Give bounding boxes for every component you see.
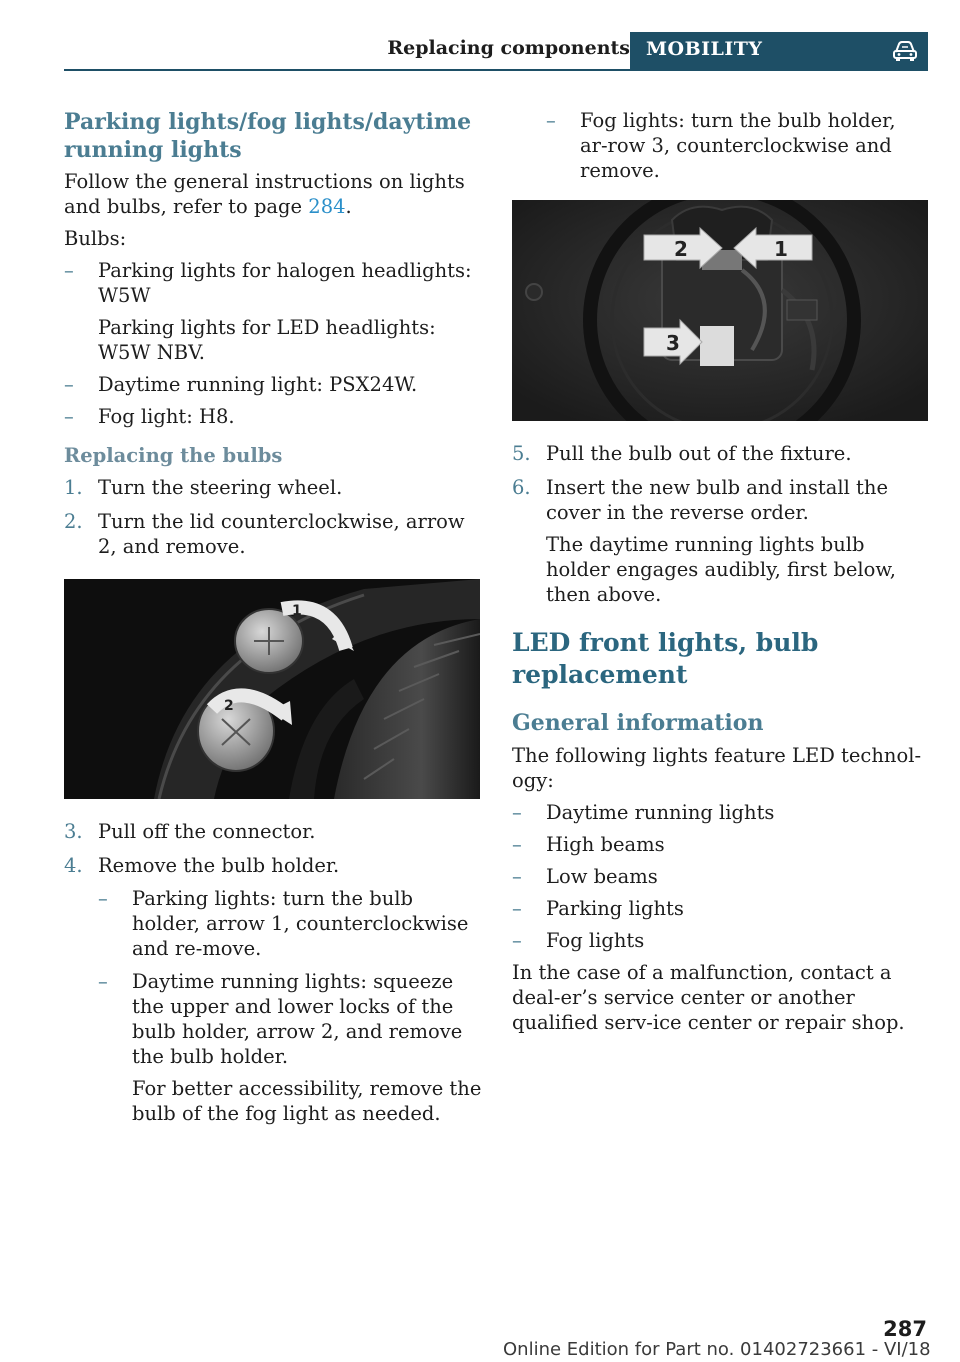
edition-footer: Online Edition for Part no. 01402723661 - VI/18	[503, 1339, 931, 1360]
subsection-heading: Replacing the bulbs	[64, 444, 283, 467]
dash-marker: –	[512, 897, 522, 920]
list-item: – Low beams	[512, 865, 658, 888]
header-rule	[64, 69, 928, 71]
car-icon	[892, 39, 918, 63]
page-number: 287	[883, 1317, 927, 1341]
dash-marker: –	[512, 801, 522, 824]
wheel-arch-illustration	[64, 579, 480, 799]
step-item: 5. Pull the bulb out of the fixture.	[512, 442, 852, 465]
left-column	[64, 108, 482, 1135]
dash-marker: –	[98, 887, 108, 910]
right-column	[512, 108, 928, 1042]
list-item: – Parking lights for halogen headlights: W5W Parking lights for LED headlights: W5W NBV.	[64, 259, 472, 364]
step-item: 1. Turn the steering wheel.	[64, 476, 343, 499]
list-item: – Parking lights: turn the bulb holder, arrow 1, counterclockwise and re-move.	[98, 887, 469, 960]
list-item: – Fog light: H8.	[64, 405, 235, 428]
list-item: – Daytime running lights: squeeze the upper and lower locks of the bulb holder, arrow 2, and remove the bulb holder. For better accessibility, remove the bulb of the fog light as needed.	[98, 970, 482, 1125]
arrow-label: 3	[666, 331, 680, 355]
chapter-label: MOBILITY	[646, 38, 763, 60]
arrow-label: 2	[674, 237, 688, 261]
dash-marker: –	[512, 929, 522, 952]
chapter-tab	[630, 32, 928, 71]
led-intro: The following lights feature LED technol-ogy:	[512, 744, 922, 792]
section-heading: LED front lights, bulb replacement	[512, 628, 819, 689]
intro-paragraph: Follow the general instructions on lights and bulbs, refer to page 284.	[64, 170, 465, 218]
dash-marker: –	[64, 405, 74, 428]
led-list	[512, 800, 928, 953]
bulbs-list	[64, 258, 482, 429]
malfunction-paragraph: In the case of a malfunction, contact a deal-er’s service center or another qualified serv-ice center or repair shop.	[512, 961, 905, 1034]
dash-marker: –	[512, 833, 522, 856]
list-item: – Fog lights	[512, 929, 645, 952]
dash-marker: –	[98, 970, 108, 993]
dash-marker: –	[512, 865, 522, 888]
step-item: 2. Turn the lid counterclockwise, arrow 2, and remove.	[64, 510, 465, 558]
page-header	[64, 32, 928, 71]
dash-marker: –	[546, 109, 556, 132]
bulb-holder-illustration	[512, 200, 928, 421]
page-link[interactable]: 284	[308, 195, 346, 218]
step-item: 4. Remove the bulb holder. – Parking lights: turn the bulb holder, arrow 1, counterclockwise and re-move. – Daytime running lights: squeeze the upper and lower locks of the bulb holder, arrow 2, and remove the bulb holder. For better accessibility, remove the bulb of the fog light as needed.	[64, 854, 482, 1125]
list-item: – Parking lights	[512, 897, 684, 920]
list-item: – Fog lights: turn the bulb holder, ar-row 3, counterclockwise and remove.	[546, 109, 896, 182]
step-item: 6. Insert the new bulb and install the cover in the reverse order. The daytime running lights bulb holder engages audibly, first below, then above.	[512, 476, 896, 606]
step-item: 3. Pull off the connector.	[64, 820, 316, 843]
bulbs-label: Bulbs:	[64, 227, 127, 250]
subsection-heading: General information	[512, 710, 764, 736]
section-title: Replacing components	[387, 37, 630, 59]
dash-marker: –	[64, 373, 74, 396]
dash-marker: –	[64, 259, 74, 282]
arrow-label: 2	[224, 698, 234, 714]
list-item: – Daytime running lights	[512, 801, 775, 824]
list-item: – Daytime running light: PSX24W.	[64, 373, 418, 396]
arrow-label: 1	[774, 237, 788, 261]
section-heading: Parking lights/fog lights/daytime running lights	[64, 109, 472, 163]
sub-list	[98, 886, 482, 1126]
list-item: – High beams	[512, 833, 665, 856]
arrow-label: 1	[292, 603, 302, 619]
